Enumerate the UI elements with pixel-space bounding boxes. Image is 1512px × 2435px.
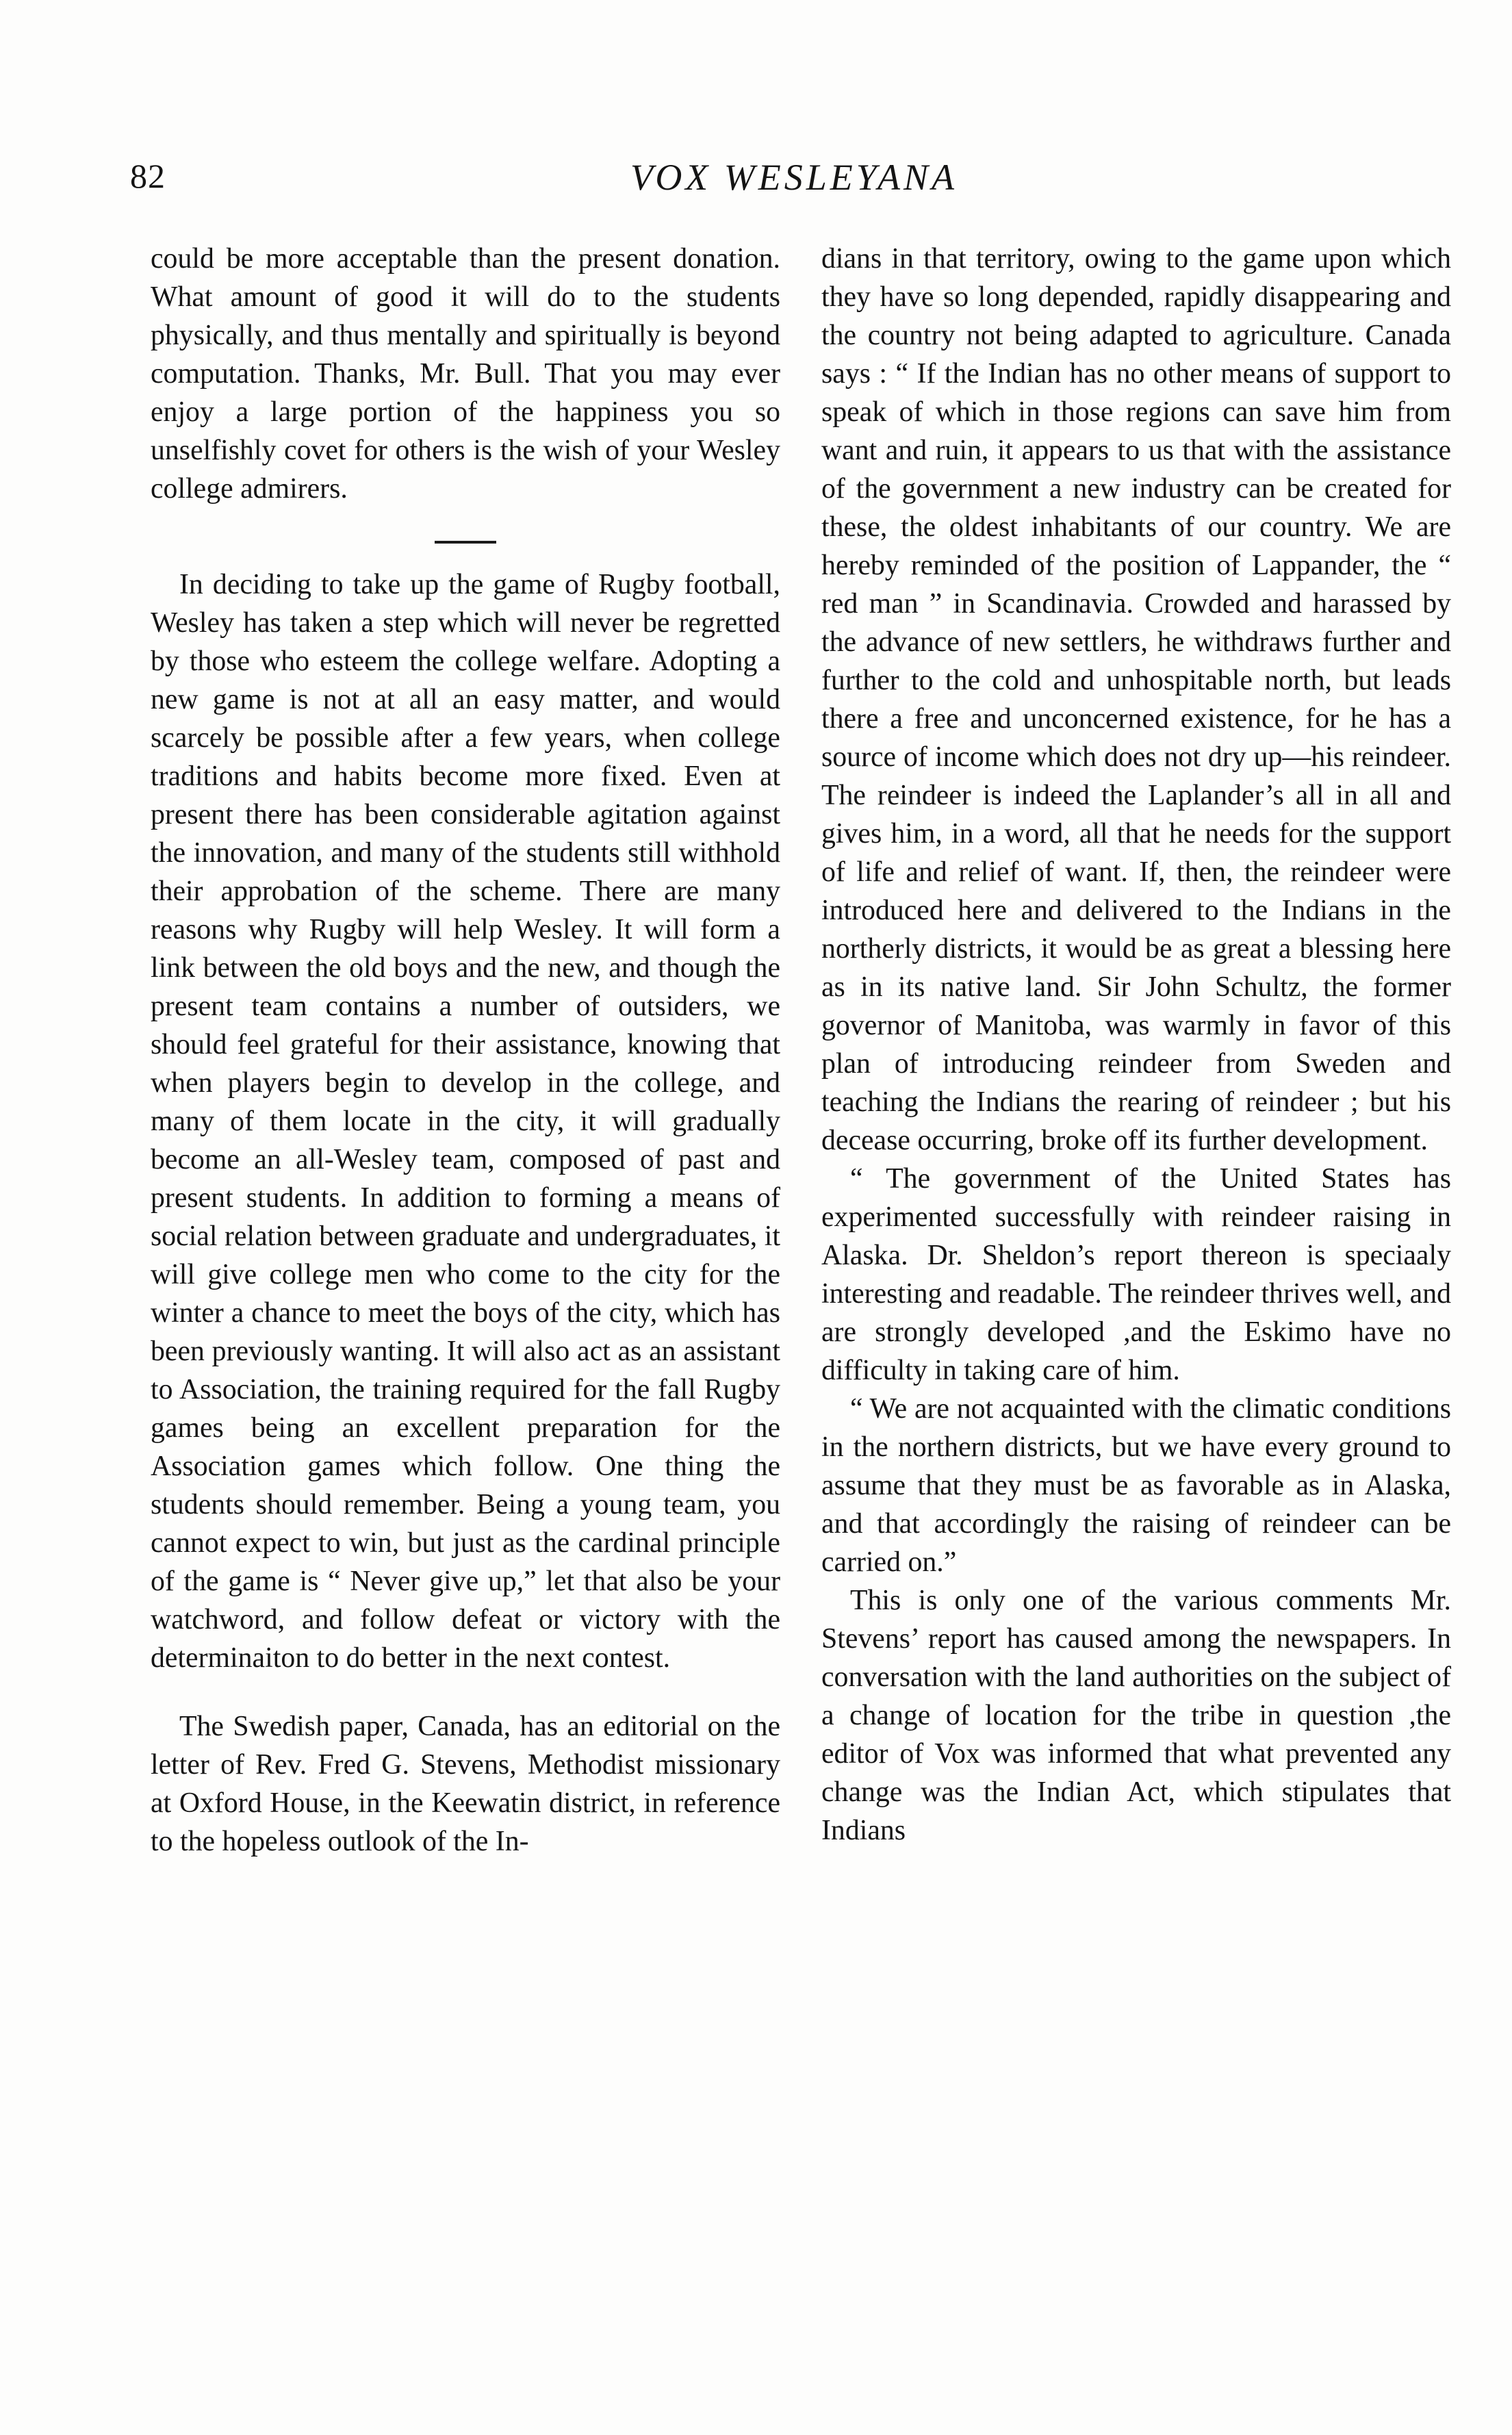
right-paragraph-2: “ The government of the United States has experimented successfully with reindeer raising in Alaska. Dr. Sheldon’s report thereon is speciaaly interesting and readable. The reindeer thrives well, and are strongly developed ,and the Eskimo have no difficulty in taking care of him. (821, 1163, 1451, 1386)
left-paragraph-1: could be more acceptable than the present donation. What amount of good it will do to the students physically, and thus mentally and spiritually is beyond computation. Thanks, Mr. Bull. That you may ever enjoy a large portion of the happiness you so unselfishly covet for others is the wish of your Wesley college admirers. (151, 243, 780, 505)
left-column (151, 240, 780, 1861)
left-paragraph-2: In deciding to take up the game of Rugby football, Wesley has taken a step which will never be regretted by those who esteem the college welfare. Adopting a new game is not at all an easy matter, and would scarcely be possible after a few years, when college traditions and habits become more fixed. Even at present there has been considerable agitation against the innovation, and many of the students still withhold their approbation of the scheme. There are many reasons why Rugby will help Wesley. It will form a link between the old boys and the new, and though the present team contains a number of outsiders, we should feel grateful for their assistance, knowing that when players begin to develop in the college, and many of them locate in the city, it will gradually become an all-Wesley team, composed of past and present students. In addition to forming a means of social relation between graduate and undergraduates, it will give college men who come to the city for the winter a chance to meet the boys of the city, which has been previously wanting. It will also act as an assistant to Association, the training required for the fall Rugby games being an excellent preparation for the Association games which follow. One thing the students should remember. Being a young team, you cannot expect to win, but just as the cardinal principle of the game is “ Never give up,” let that also be your watchword, and follow defeat or victory with the determinaiton to do better in the next contest. (151, 569, 780, 1674)
paragraph-gap (151, 1677, 780, 1707)
section-divider (435, 541, 496, 544)
right-column (821, 240, 1451, 1850)
page-header (130, 156, 1458, 211)
running-head: VOX WESLEYANA (630, 157, 958, 198)
right-paragraph-1: dians in that territory, owing to the game upon which they have so long depended, rapidly disappearing and the country not being adapted to agriculture. Canada says : “ If the Indian has no other means of support to speak of which in those regions can save him from want and ruin, it appears to us that with the assistance of the government a new industry can be created for these, the oldest inhabitants of our country. We are hereby reminded of the position of Lappander, the “ red man ” in Scandinavia. Crowded and harassed by the advance of new settlers, he withdraws further and further to the cold and unhospitable north, but leads there a free and unconcerned existence, for he has a source of income which does not dry up—his reindeer. The reindeer is indeed the Laplander’s all in all and gives him, in a word, all that he needs for the support of life and relief of want. If, then, the reindeer were introduced here and delivered to the Indians in the northerly districts, it would be as great a blessing here as in its native land. Sir John Schultz, the former governor of Manitoba, was warmly in favor of this plan of introducing reindeer from Sweden and teaching the Indians the rearing of reindeer ; but his decease occurring, broke off its further development. (821, 243, 1451, 1156)
left-paragraph-3: The Swedish paper, Canada, has an editorial on the letter of Rev. Fred G. Stevens, Methodist missionary at Oxford House, in the Keewatin district, in reference to the hopeless outlook of the In- (151, 1711, 780, 1857)
right-paragraph-4: This is only one of the various comments Mr. Stevens’ report has caused among the newspapers. In conversation with the land authorities on the subject of a change of location for the tribe in question ,the editor of Vox was informed that what prevented any change was the Indian Act, which stipulates that Indians (821, 1585, 1451, 1846)
right-paragraph-3: “ We are not acquainted with the climatic conditions in the northern districts, but we have every ground to assume that they must be as favorable as in Alaska, and that accordingly the raising of reindeer can be carried on.” (821, 1393, 1451, 1578)
page-number: 82 (130, 157, 166, 195)
